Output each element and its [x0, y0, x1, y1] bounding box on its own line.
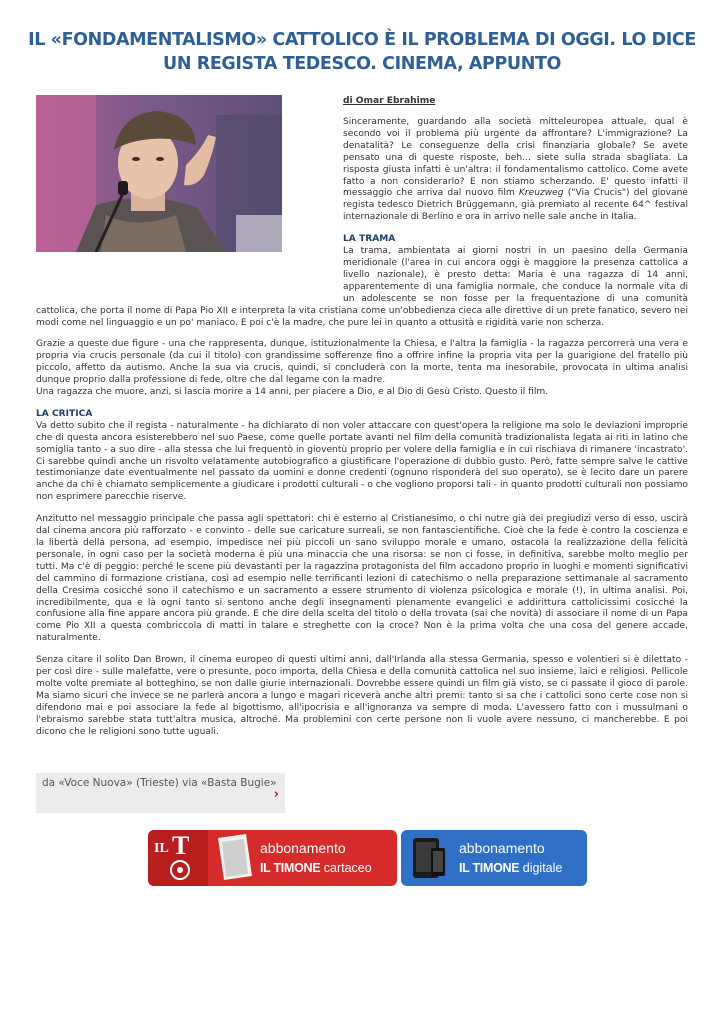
print-banner-title: abbonamento: [260, 840, 346, 856]
film-title: Kreuzweg: [518, 188, 564, 199]
critica-paragraph-3: Senza citare il solito Dan Brown, il cinema europeo di questi ultimi anni, dall'Irlanda alla stessa Germania, spesso e volentieri si è dilettato - per così dire - sulle malefatte, vere o presunte, poco importa, della Chiesa e della comunità cattolica nel suo insieme, laici e religiosi. Pellicole molte volte premiate al botteghino, se non dalle giurie internazionali. Dovrebbe essere quindi un film già visto, se ci passate il gioco di parole. Ma siamo sicuri che invece se ne parlerà ancora a lungo e magari riceverà anche altri premi: tanto si sa che i cattolici sono certe cose non si difendono mai e poi associare la fede al bigottismo, all'ipocrisia e all'ignoranza va sempre di moda. L'avessero fatto con i mussulmani o l'ebraismo sarebbe stata tutt'altra musica, altroché. Ma problemini con certe persone non li vuole avere nessuno, ci mancherebbe. E poi dicono che le religioni sono tutte uguali.: [36, 655, 688, 737]
critica-paragraph: LA CRITICA Va detto subito che il regista - naturalmente - ha dichiarato di non voler attaccare con quest'opera la religione ma solo le deviazioni improprie che di questa ancora esisterebbero nel suo Paese, come quelle portate avanti nel film della comunità tradizionalista legata ai riti in latino che somiglia tanto - a suo dire - alla stessa che lui frequentò in gioventù proprio per volere della famiglia e in cui rischiava di rimanere 'incastrato'. Ci sarebbe quindi anche un risvolto velatamente autobiografico a giustificare l'operazione di dubbio gusto. Però, fatte sempre salve le cattive testimonianze date eventualmente nel passato da uomini e donne credenti (ognuno risponderà del suo operato), se è lecito dare un parere anche da chi è chiamato semplicemente a giudicare i prodotti culturali - o che vogliono proporsi tali - in quanto prodotti culturali non possiamo non esprimere parecchie riserve.: [36, 408, 688, 503]
source-text: da «Voce Nuova» (Trieste) via «Basta Bugie»: [42, 777, 277, 789]
chevron-right-icon: ›: [273, 787, 279, 802]
trama-heading: LA TRAMA: [343, 234, 396, 245]
critica-paragraph-2: Anzitutto nel messaggio principale che passa agli spettatori: chi è esterno al Cristianesimo, o chi nutre già dei pregiudizi verso di esso, uscirà dal cinema ancora più rafforzato - e convinto - delle sue caricature surreali, se non fantascientifiche. Cioè che la fede è contro la coscienza e la libertà della persona, ad esempio, impedisce nei più piccoli un sano sviluppo morale e umano, ostacola la realizzazione della felicità personale, in ogni caso per la società moderna è più una minaccia che una risorsa: se non ci fosse, in definitiva, sarebbe molto meglio per tutti. Ma c'è di peggio: perché le scene più devastanti per la ragazzina protagonista del film accadono proprio in luoghi e momenti significativi del cammino di formazione cristiana, così ad esempio nelle terrificanti lezioni di catechismo o nella preparazione settimanale al sacramento della Cresima cosicché sono il catechismo e un sacramento a essere strumento di violenza psicologica e morale (!), in ultima analisi. Poi, incredibilmente, qua e là ogni tanto si sentono anche degli insegnamenti pienamente evangelici e addirittura cattolicissimi cosicché la confusione alla fine appare ancora più grande. E che dire della scelta del titolo o della trovata (sai che novità) di associare il nome di un Papa come Pio XII a questa combriccola di matti in talare e streghette con la croce? Non è la prima volta che una cosa del genere accade, naturalmente.: [36, 514, 688, 644]
article-title: IL «FONDAMENTALISMO» CATTOLICO È IL PROBLEMA DI OGGI. LO DICE UN REGISTA TEDESCO. CINEMA, APPUNTO: [28, 30, 696, 74]
print-subscription-banner[interactable]: [148, 830, 397, 886]
digital-subscription-banner[interactable]: [401, 830, 587, 886]
svg-text:IL: IL: [154, 841, 169, 856]
digital-banner-subtitle: IL TIMONE digitale: [459, 861, 563, 875]
critica-heading: LA CRITICA: [36, 408, 93, 419]
intro-paragraph: Sinceramente, guardando alla società mitteleuropea attuale, qual è secondo voi il problema più urgente da affrontare? L'immigrazione? La denatalità? Le conseguenze della crisi finanziaria globale? Se avete pensato una di queste risposte, beh... siete sulla strada sbagliata. La risposta giusta infatti è un'altra: il fondamentalismo cattolico. Come avete fatto a non considerarlo? E non stiamo scherzando. E' questo infatti il messaggio che arriva dal nuovo film Kreuzweg ("Via Crucis") del giovane regista tedesco Dietrich Brüggemann, già premiato al recente 64^ festival internazionale di Berlino e ora in arrivo nelle sale anche in Italia.: [343, 117, 688, 223]
trama-paragraph-2: Grazie a queste due figure - una che rappresenta, dunque, istituzionalmente la Chiesa, e l'altra la famiglia - la ragazza percorrerà una vera e propria via crucis personale (da cui il titolo) con grandissime sofferenze fino a offrire infine la propria vita per la guarigione del fratello più piccolo, affetto da autismo. Anche la sua via crucis, quindi, si concluderà con la morte, tenta ma inesorabile, provocata in ultima analisi dunque proprio dalla professione di fede, oltre che dal legame con la madre.: [36, 339, 688, 386]
trama-paragraph: LA TRAMA La trama, ambientata ai giorni nostri in un paesino della Germania meridionale (l'area in cui ancora oggi è maggiore la presenza cattolica a livello nazionale), è presto detta: Maria è una ragazza di 14 anni, apparentemente di una famiglia normale, che conduce la normale vita di un adolescente se non fosse per la frequentazione di una comunità cattolica, che porta il nome di Papa Pio XII e interpreta la vita cristiana come un'obbedienza cieca alle direttive di un prete fanatico, severo nei modi come nel linguaggio e un po' maniaco. E poi c'è la madre, che pure lei in quanto a ottusità e rigidità varie non scherza.: [36, 234, 688, 328]
source-link[interactable]: [36, 773, 285, 813]
photo-spacer: [36, 95, 343, 302]
print-banner-subtitle: IL TIMONE cartaceo: [260, 861, 372, 875]
svg-text:T: T: [172, 831, 190, 860]
author-byline[interactable]: di Omar Ebrahime: [343, 96, 436, 106]
trama-paragraph-3: Una ragazza che muore, anzi, si lascia morire a 14 anni, per piacere a Dio, e al Dio di Gesù Cristo. Questo il film.: [36, 387, 549, 398]
digital-banner-title: abbonamento: [459, 840, 545, 856]
article-body: [36, 95, 688, 749]
